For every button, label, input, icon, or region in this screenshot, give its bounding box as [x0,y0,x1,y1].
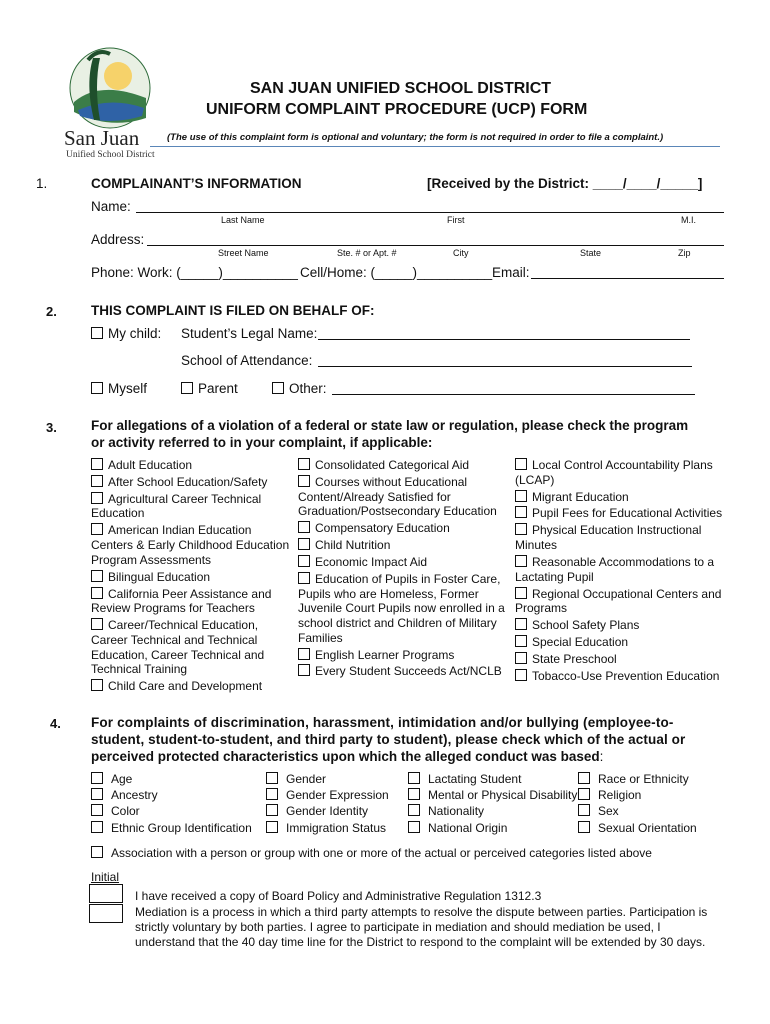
initial-label: Initial [91,870,120,884]
program-column-1 [91,458,301,696]
program-label: Physical Education Instructional [532,523,702,538]
section4-heading-line1: For complaints of discrimination, harassment, intimidation and/or bullying (employee-to- [91,715,674,730]
characteristic-checkbox[interactable] [266,788,278,800]
program-item[interactable] [515,618,730,633]
characteristic-label: Mental or Physical Disability [428,788,578,803]
program-checkbox[interactable] [515,506,527,518]
address-sub-state: State [580,248,602,258]
program-checkbox[interactable] [515,635,527,647]
characteristic-item[interactable] [408,821,507,836]
program-label: Regional Occupational Centers and [532,586,722,601]
characteristic-checkbox[interactable] [578,788,590,800]
program-checkbox[interactable] [515,555,527,567]
program-item[interactable] [298,555,510,570]
other-label: Other: [289,381,327,396]
name-sub-last: Last Name [221,215,265,225]
program-item[interactable] [515,652,730,667]
parent-checkbox[interactable] [181,382,193,394]
my-child-label: My child: [108,326,162,341]
section3-heading-line1: For allegations of a violation of a federal or state law or regulation, please check the program [91,418,689,433]
program-label: Graduation/Postsecondary Education [298,504,497,519]
program-label: Tobacco-Use Prevention Education [532,668,720,683]
name-sub-mi: M.I. [681,215,696,225]
program-checkbox[interactable] [91,475,103,487]
characteristic-checkbox[interactable] [266,821,278,833]
characteristic-item[interactable] [266,804,368,819]
school-label: School of Attendance: [181,353,313,368]
program-item[interactable] [298,458,510,473]
program-checkbox[interactable] [515,523,527,535]
program-checkbox[interactable] [298,648,310,660]
name-field[interactable] [136,212,724,213]
my-child-checkbox[interactable] [91,327,103,339]
address-label: Address: [91,232,145,247]
characteristic-item[interactable] [578,804,619,819]
program-checkbox[interactable] [91,492,103,504]
characteristic-item[interactable] [408,788,577,803]
characteristic-label: Sexual Orientation [598,820,697,835]
initial-box-mediation[interactable] [89,904,123,923]
program-item[interactable] [298,475,510,519]
characteristic-checkbox[interactable] [91,788,103,800]
section4-heading-line3-text: perceived protected characteristics upon which the alleged conduct was based [91,749,600,764]
myself-option[interactable] [91,381,147,396]
program-item[interactable] [515,555,730,584]
address-field[interactable] [147,245,724,246]
phone-cell[interactable]: Cell/Home: (_____)__________ [300,265,493,280]
program-checkbox[interactable] [298,555,310,567]
characteristic-item[interactable] [578,821,697,836]
program-item[interactable] [515,635,730,650]
characteristic-item[interactable] [266,788,389,803]
program-item[interactable] [515,523,730,552]
program-label: Agricultural Career Technical [108,491,262,506]
characteristic-checkbox[interactable] [91,772,103,784]
program-item[interactable] [91,618,301,677]
program-label: Programs [515,601,568,616]
program-checkbox[interactable] [91,679,103,691]
characteristic-label: Ancestry [111,788,158,803]
characteristic-label: Ethnic Group Identification [111,820,252,835]
myself-checkbox[interactable] [91,382,103,394]
other-option[interactable] [272,381,327,396]
myself-label: Myself [108,381,148,396]
section2-number: 2. [46,304,57,319]
characteristic-item[interactable] [266,772,326,787]
characteristic-item[interactable] [266,821,386,836]
program-label: Economic Impact Aid [315,554,428,569]
characteristic-label: Gender [286,772,327,786]
email-field[interactable] [531,278,724,279]
program-checkbox[interactable] [515,669,527,681]
address-sub-apt: Ste. # or Apt. # [337,248,397,258]
mediation-line2: strictly voluntary by both parties. I agree to participate in mediation and should mediation be used, I [135,920,661,934]
program-item[interactable] [515,506,730,521]
program-checkbox[interactable] [298,572,310,584]
program-label: State Preschool [532,651,617,666]
program-item[interactable] [91,475,301,490]
program-label: Review Programs for Teachers [91,601,255,616]
program-checkbox[interactable] [515,618,527,630]
program-label: Compensatory Education [315,521,450,536]
characteristic-item[interactable] [91,804,140,819]
program-checkbox[interactable] [298,664,310,676]
address-sub-zip: Zip [678,248,691,258]
characteristic-item[interactable] [578,788,641,803]
initial-box-policy[interactable] [89,884,123,903]
program-item[interactable] [298,648,510,663]
program-label: School Safety Plans [532,618,640,633]
program-label: Child Nutrition [315,538,391,553]
section4-heading-line2: student, student-to-student, and third party to student), please check which of the actual or [91,732,686,747]
program-label: Education, Career Technical and [91,647,265,662]
characteristic-item[interactable] [91,772,132,787]
program-column-3 [515,458,730,686]
received-by-district: [Received by the District: ____/____/_____] [427,176,703,191]
program-item[interactable] [515,490,730,505]
program-label: Reasonable Accommodations to a [532,554,715,569]
header-rule [150,146,720,147]
district-logo [48,40,166,162]
program-label: Bilingual Education [108,569,211,584]
program-label: Pupils who are Homeless, Former [298,586,479,601]
program-checkbox[interactable] [298,521,310,533]
characteristic-checkbox[interactable] [408,772,420,784]
form-optional-note: (The use of this complaint form is optional and voluntary; the form is not required in order to file a complaint.) [167,132,664,143]
characteristic-label: Age [111,772,133,786]
program-label: Courses without Educational [315,474,468,489]
characteristic-label: Nationality [428,804,485,819]
program-checkbox[interactable] [91,618,103,630]
program-item[interactable] [91,523,301,567]
mediation-line1: Mediation is a process in which a third party attempts to resolve the dispute between parties. Participation is [135,905,708,919]
program-label: Every Student Succeeds Act/NCLB [315,664,502,679]
program-label: Lactating Pupil [515,569,594,584]
section4-number: 4. [50,716,61,731]
my-child-option[interactable] [91,326,161,341]
program-checkbox[interactable] [298,475,310,487]
program-checkbox[interactable] [515,458,527,470]
section1-number: 1. [36,176,48,191]
program-item[interactable] [298,538,510,553]
section3-heading-line2: or activity referred to in your complaint, if applicable: [91,435,433,450]
program-checkbox[interactable] [91,458,103,470]
form-title-district: SAN JUAN UNIFIED SCHOOL DISTRICT [250,80,552,97]
program-item[interactable] [515,458,730,487]
program-label: American Indian Education [108,523,252,538]
program-label: Consolidated Categorical Aid [315,458,470,472]
program-item[interactable] [91,587,301,616]
characteristic-item[interactable] [408,772,521,787]
characteristic-checkbox[interactable] [266,772,278,784]
program-checkbox[interactable] [91,570,103,582]
characteristic-checkbox[interactable] [408,821,420,833]
characteristic-label: Gender Expression [286,788,389,803]
program-label: school district and Children of Military [298,615,497,630]
program-checkbox[interactable] [91,587,103,599]
characteristic-checkbox[interactable] [91,821,103,833]
parent-label: Parent [198,381,238,396]
program-label: English Learner Programs [315,647,455,662]
characteristic-checkbox[interactable] [266,804,278,816]
address-sub-city: City [453,248,469,258]
section2-heading: THIS COMPLAINT IS FILED ON BEHALF OF: [91,303,375,318]
policy-statement: I have received a copy of Board Policy and Administrative Regulation 1312.3 [135,889,542,903]
characteristic-label: Gender Identity [286,804,369,819]
characteristic-item[interactable] [91,788,158,803]
school-field[interactable] [318,366,692,367]
association-checkbox[interactable] [91,846,103,858]
program-label: Migrant Education [532,489,629,504]
characteristic-checkbox[interactable] [408,788,420,800]
characteristic-label: Immigration Status [286,820,387,835]
address-sub-street: Street Name [218,248,269,258]
characteristic-label: Race or Ethnicity [598,772,689,786]
program-checkbox[interactable] [515,652,527,664]
association-label: Association with a person or group with one or more of the actual or perceived categories listed above [111,846,652,860]
student-name-field[interactable] [318,339,690,340]
program-label: Special Education [532,635,629,650]
characteristic-checkbox[interactable] [91,804,103,816]
program-item[interactable] [91,492,301,521]
name-sub-first: First [447,215,465,225]
program-column-2 [298,458,510,681]
parent-option[interactable] [181,381,238,396]
characteristic-item[interactable] [91,821,252,836]
characteristic-checkbox[interactable] [578,804,590,816]
section1-heading: COMPLAINANT’S INFORMATION [91,176,302,191]
program-item[interactable] [515,587,730,616]
program-label: California Peer Assistance and [108,586,272,601]
program-label: Career/Technical Education, [108,618,259,633]
section3-number: 3. [46,420,57,435]
characteristic-label: National Origin [428,820,508,835]
program-label: Content/Already Satisfied for [298,489,451,504]
form-title-ucp: UNIFORM COMPLAINT PROCEDURE (UCP) FORM [206,101,588,118]
program-label: Career Technical and Technical [91,632,258,647]
section4-heading-line3 [91,749,603,764]
program-label: After School Education/Safety [108,474,268,489]
program-item[interactable] [298,521,510,536]
characteristic-item[interactable] [578,772,689,787]
program-item[interactable] [298,664,510,679]
program-label: Centers & Early Childhood Education [91,538,290,553]
other-field[interactable] [332,394,695,395]
logo-name: San Juan [64,126,140,150]
characteristic-checkbox[interactable] [408,804,420,816]
name-label: Name: [91,199,131,214]
program-label: Juvenile Court Pupils now enrolled in a [298,601,505,616]
phone-work[interactable]: Phone: Work: (_____)__________ [91,265,298,280]
program-item[interactable] [515,669,730,684]
characteristic-label: Lactating Student [428,772,522,786]
characteristic-item[interactable] [408,804,484,819]
program-item[interactable] [91,570,301,585]
program-checkbox[interactable] [515,587,527,599]
characteristic-label: Color [111,804,140,819]
mediation-line3: understand that the 40 day time line for the District to respond to the complaint will be extended by 30 days. [135,935,706,949]
characteristic-label: Religion [598,788,642,803]
program-label: Program Assessments [91,552,212,567]
program-label: Child Care and Development [108,679,263,694]
program-label: Education of Pupils in Foster Care, [315,571,501,586]
program-label: Minutes [515,538,558,553]
program-checkbox[interactable] [298,458,310,470]
program-label: Local Control Accountability Plans [532,458,713,472]
program-checkbox[interactable] [91,523,103,535]
email-label: Email: [492,265,530,280]
program-checkbox[interactable] [515,490,527,502]
characteristic-checkbox[interactable] [578,772,590,784]
characteristic-label: Sex [598,804,619,819]
other-checkbox[interactable] [272,382,284,394]
section4-heading-colon: : [599,749,604,764]
logo-subname: Unified School District [66,150,155,160]
program-label: (LCAP) [515,472,555,487]
association-option[interactable] [91,846,652,861]
program-label: Technical Training [91,662,188,677]
program-checkbox[interactable] [298,538,310,550]
program-label: Education [91,506,145,521]
program-item[interactable] [91,458,301,473]
program-label: Adult Education [108,458,193,472]
program-item[interactable] [91,679,301,694]
characteristic-checkbox[interactable] [578,821,590,833]
program-item[interactable] [298,572,510,646]
program-label: Pupil Fees for Educational Activities [532,506,723,521]
student-name-label: Student’s Legal Name: [181,326,318,341]
logo-emblem-icon [48,40,166,132]
program-label: Families [298,630,343,645]
